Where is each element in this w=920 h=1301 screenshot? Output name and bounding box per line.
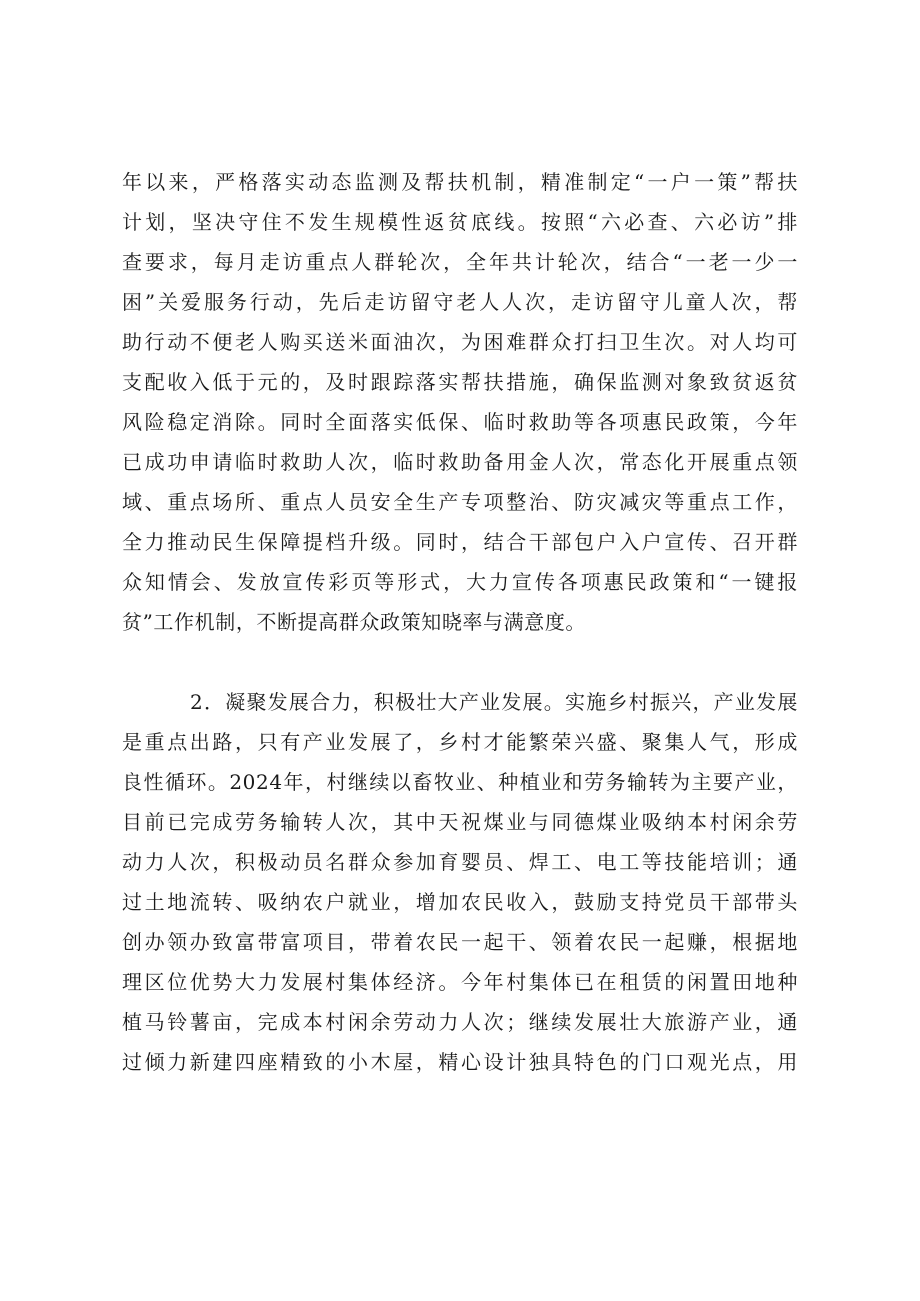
paragraph-line: 已成功申请临时救助人次，临时救助备用金人次，常态化开展重点领	[122, 450, 798, 474]
paragraph-line: 风险稳定消除。同时全面落实低保、临时救助等各项惠民政策，今年	[122, 410, 798, 434]
paragraph-heading-line: 2．凝聚发展合力，积极壮大产业发展。实施乡村振兴，产业发展	[190, 690, 798, 714]
paragraph-line: 域、重点场所、重点人员安全生产专项整治、防灾减灾等重点工作，	[122, 490, 798, 514]
paragraph-line: 动力人次，积极动员名群众参加育婴员、焊工、电工等技能培训；通	[122, 850, 798, 874]
paragraph-line: 良性循环。2024年，村继续以畜牧业、种植业和劳务输转为主要产业，	[122, 770, 798, 794]
paragraph-line: 查要求，每月走访重点人群轮次，全年共计轮次，结合“一老一少一	[122, 250, 798, 274]
paragraph-line: 理区位优势大力发展村集体经济。今年村集体已在租赁的闲置田地种	[122, 970, 798, 994]
paragraph-line: 植马铃薯亩，完成本村闲余劳动力人次；继续发展壮大旅游产业，通	[122, 1010, 798, 1034]
paragraph-line: 过倾力新建四座精致的小木屋，精心设计独具特色的门口观光点，用	[122, 1050, 798, 1074]
paragraph-line: 过土地流转、吸纳农户就业，增加农民收入，鼓励支持党员干部带头	[122, 890, 798, 914]
paragraph-line: 众知情会、发放宣传彩页等形式，大力宣传各项惠民政策和“一键报	[122, 570, 798, 594]
paragraph-line: 年以来，严格落实动态监测及帮扶机制，精准制定“一户一策”帮扶	[122, 170, 798, 194]
paragraph-line: 支配收入低于元的，及时跟踪落实帮扶措施，确保监测对象致贫返贫	[122, 370, 798, 394]
paragraph-line: 贫”工作机制，不断提高群众政策知晓率与满意度。	[122, 610, 587, 634]
paragraph-line: 创办领办致富带富项目，带着农民一起干、领着农民一起赚，根据地	[122, 930, 798, 954]
paragraph-line: 是重点出路，只有产业发展了，乡村才能繁荣兴盛、聚集人气，形成	[122, 730, 798, 754]
paragraph-line: 助行动不便老人购买送米面油次，为困难群众打扫卫生次。对人均可	[122, 330, 798, 354]
paragraph-line: 困”关爱服务行动，先后走访留守老人人次，走访留守儿童人次，帮	[122, 290, 798, 314]
paragraph-line: 全力推动民生保障提档升级。同时，结合干部包户入户宣传、召开群	[122, 530, 798, 554]
paragraph-line: 计划，坚决守住不发生规模性返贫底线。按照“六必查、六必访”排	[122, 210, 798, 234]
paragraph-line: 目前已完成劳务输转人次，其中天祝煤业与同德煤业吸纳本村闲余劳	[122, 810, 798, 834]
